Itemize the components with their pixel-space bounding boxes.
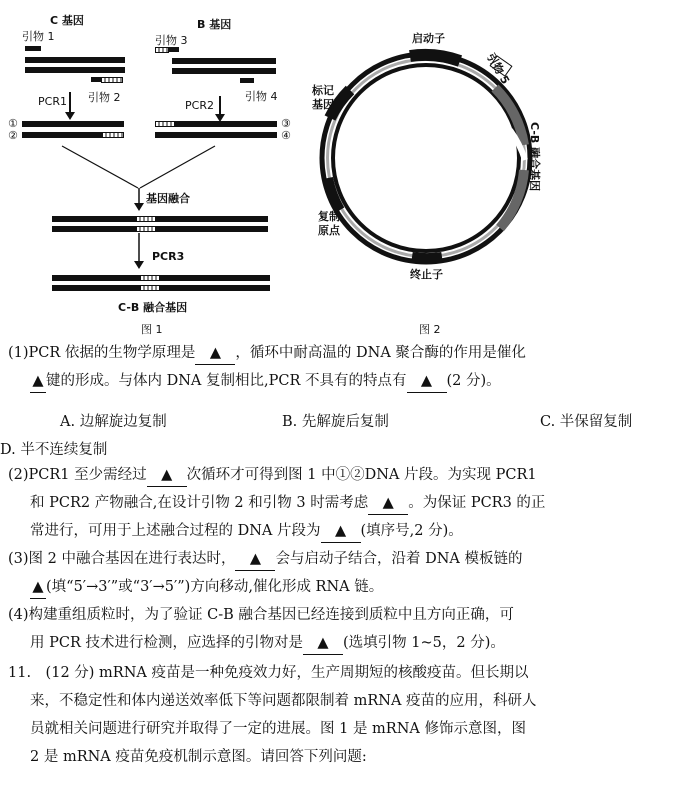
answer-blank[interactable]: ▲ [303,632,343,655]
q2-line-3 [30,520,463,543]
q4-part-c: (选填引物 1~5，2 分)。 [343,635,505,651]
q4-part-b: 用 PCR 技术进行检测，应选择的引物对是 [30,635,303,651]
cb-gene-bottom-left [52,285,140,291]
q3-part-a: (3)图 2 中融合基因在进行表达时， [8,551,236,567]
primer2-label: 引物 2 [88,91,121,104]
q2-part-d: 。为保证 PCR3 的正 [408,495,546,511]
q2-part-b: 次循环才可得到图 1 中①②DNA 片段。为实现 PCR1 [186,467,537,483]
q3-line-1 [8,548,523,571]
fused-overlap-bottom [136,226,156,232]
answer-blank[interactable]: ▲ [235,548,275,571]
answer-blank[interactable]: ▲ [195,342,235,365]
cb-fusion-gene-label: C-B 融合基因 [528,122,541,192]
pcr1-label: PCR1 [38,95,67,108]
q1-line-2 [30,370,501,393]
primer3-label: 引物 3 [155,34,188,47]
cb-gene-overlap-top [140,275,160,281]
primer4-label: 引物 4 [245,90,278,103]
fragment-1-label: ① [8,117,18,130]
q11-line-1: 11. (12 分) mRNA 疫苗是一种免疫效力好，生产周期短的核酸疫苗。但长期以 [8,665,529,681]
plasmid-diagram [300,0,674,340]
cb-gene-bottom-right [160,285,270,291]
pcr2-label: PCR2 [185,99,214,112]
primer5-label: 引物 5 [484,51,513,87]
figure-1 [0,0,300,340]
option-c: C. 半保留复制 [540,414,633,430]
q2-part-f: (填序号,2 分)。 [360,523,463,539]
promoter-label: 启动子 [412,32,445,45]
q1-part-a: (1)PCR 依据的生物学原理是 [8,345,196,361]
figures [0,0,674,340]
cb-gene-top-left [52,275,140,281]
marker-gene-label-2: 基因 [312,98,334,111]
fragment-2-label: ② [8,129,18,142]
q4-line-1 [8,604,514,626]
answer-blank[interactable]: ▲ [30,576,46,599]
fused-strand-top-right [156,216,268,222]
fusion-label: 基因融合 [146,192,190,205]
fused-strand-bottom-right [156,226,268,232]
marker-gene-label-1: 标记 [312,84,334,97]
q2-line-1 [8,464,537,487]
cb-gene-overlap-bottom [140,285,160,291]
q1-part-c: 键的形成。与体内 DNA 复制相比,PCR 不具有的特点有 [46,373,407,389]
q1-line-1 [8,342,526,365]
origin-label-1: 复制 [318,210,340,223]
q3-part-c: (填“5′→3′”或“3′→5′”)方向移动,催化形成 RNA 链。 [46,579,384,595]
primer1-label: 引物 1 [22,30,55,43]
answer-blank[interactable]: ▲ [321,520,361,543]
pcr3-label: PCR3 [152,250,185,263]
q11-line-4: 2 是 mRNA 疫苗免疫机制示意图。请回答下列问题: [30,749,367,765]
q4-line-2 [30,632,505,655]
q2-part-a: (2)PCR1 至少需经过 [8,467,147,483]
figure-2-caption: 图 2 [419,323,441,336]
q11-line-3: 员就相关问题进行研究并取得了一定的进展。图 1 是 mRNA 修饰示意图，图 [30,721,526,737]
figure-2 [300,0,674,340]
q1-part-b: ，循环中耐高温的 DNA 聚合酶的作用是催化 [235,345,526,361]
option-d: D. 半不连续复制 [0,442,108,458]
q3-line-2 [30,576,383,599]
terminator-label: 终止子 [410,268,443,281]
option-b: B. 先解旋后复制 [282,414,389,430]
answer-blank[interactable]: ▲ [407,370,447,393]
fragment-3-label: ③ [281,117,291,130]
cb-gene-top-right [160,275,270,281]
q1-part-d: (2 分)。 [446,373,501,389]
answer-blank[interactable]: ▲ [30,370,46,393]
q4-part-a: (4)构建重组质粒时，为了验证 C-B 融合基因已经连接到质粒中且方向正确，可 [8,607,514,623]
c-gene-label: C 基因 [50,14,84,27]
fragment-4-label: ④ [281,129,291,142]
fused-strand-bottom-left [52,226,136,232]
fused-strand-top-left [52,216,136,222]
option-a: A. 边解旋边复制 [60,414,167,430]
q2-part-c: 和 PCR2 产物融合,在设计引物 2 和引物 3 时需考虑 [30,495,369,511]
b-gene-label: B 基因 [197,18,232,31]
cb-gene-label: C-B 融合基因 [118,301,188,314]
figure-1-caption: 图 1 [141,323,163,336]
q2-part-e: 常进行，可用于上述融合过程的 DNA 片段为 [30,523,321,539]
q11-line-2: 来，不稳定性和体内递送效率低下等问题都限制着 mRNA 疫苗的应用，科研人 [30,693,537,709]
q3-part-b: 会与启动子结合，沿着 DNA 模板链的 [275,551,523,567]
q2-line-2 [30,492,545,515]
origin-label-2: 原点 [318,224,340,237]
fused-overlap-top [136,216,156,222]
answer-blank[interactable]: ▲ [147,464,187,487]
answer-blank[interactable]: ▲ [368,492,408,515]
